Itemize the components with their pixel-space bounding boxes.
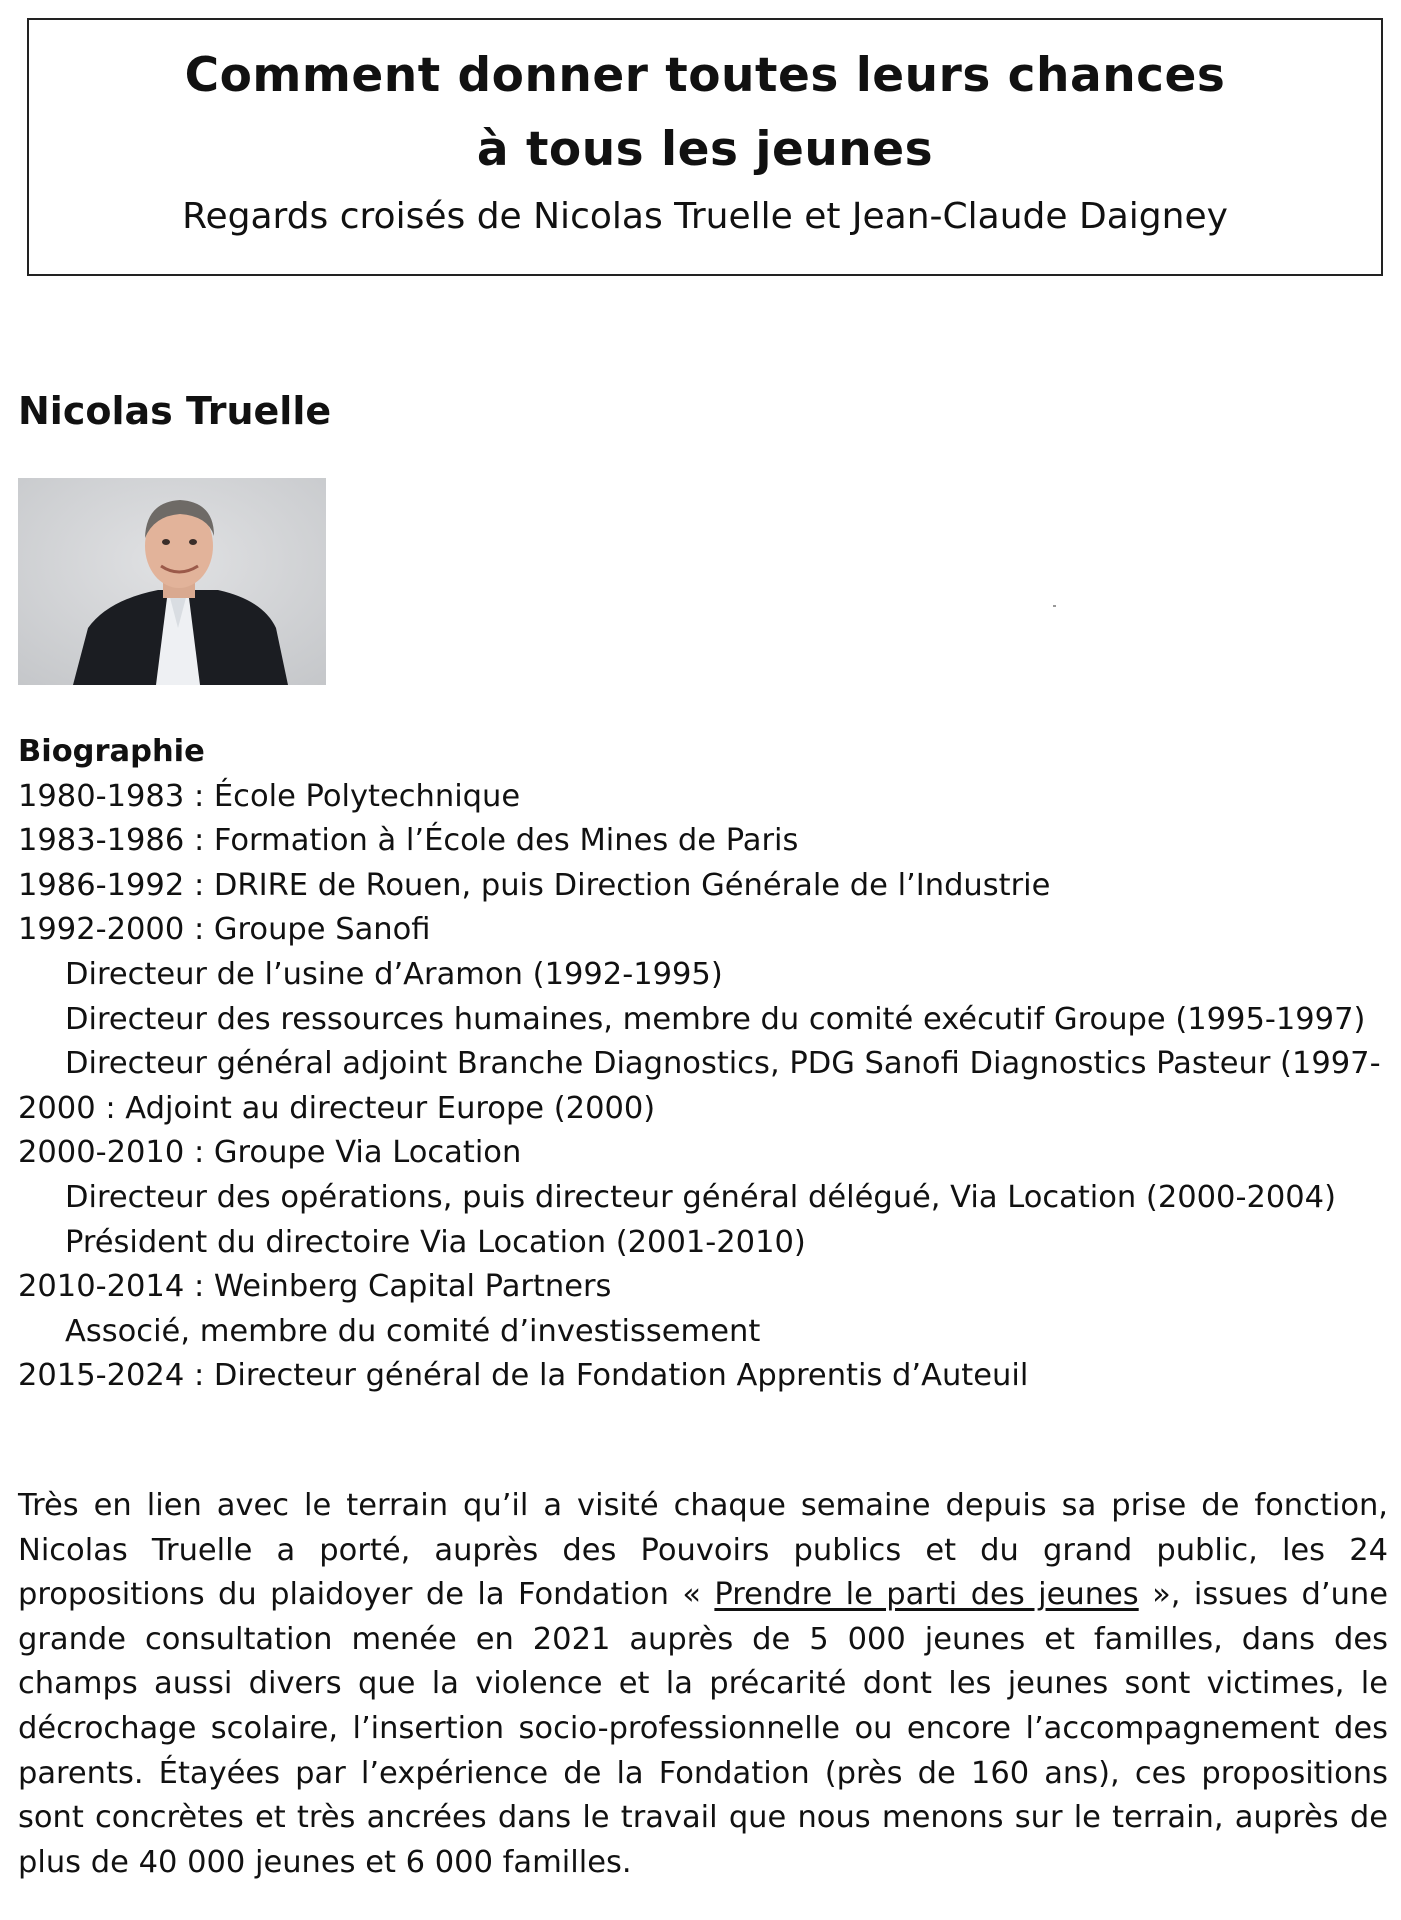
bio-line-indented: Président du directoire Via Location (2001-2010) xyxy=(65,1224,806,1260)
bio-line-indented: Directeur de l’usine d’Aramon (1992-1995) xyxy=(65,956,723,992)
paragraph-text-before: Très en lien avec le terrain qu’il a visité chaque semaine depuis sa prise de fonction, Nicolas Truelle a porté, auprès des Pouvoirs publics et du grand public, les 24 propositions du plaidoyer de la Fondation « xyxy=(18,1488,1388,1613)
title-line-2: à tous les jeunes xyxy=(476,122,934,177)
bio-line: 1980-1983 : École Polytechnique xyxy=(18,778,521,814)
bio-line-indented: Directeur des opérations, puis directeur général délégué, Via Location (2000-2004) xyxy=(65,1179,1336,1215)
paragraph-text-after: », issues d’une grande consultation menée en 2021 auprès de 5 000 jeunes et familles, dans des champs aussi divers que la violence et la précarité dont les jeunes sont victimes, le décrochage scolaire, l’insertion socio-professionnelle ou encore l’accompagnement des parents. Étayées par l’expérience de la Fondation (près de 160 ans), ces propositions sont concrètes et très ancrées dans le travail que nous menons sur le terrain, auprès de plus de 40 000 jeunes et 6 000 familles. xyxy=(18,1577,1388,1880)
bio-line: 1986-1992 : DRIRE de Rouen, puis Direction Générale de l’Industrie xyxy=(18,867,1051,903)
bio-line-indented: Directeur général adjoint Branche Diagnostics, PDG Sanofi Diagnostics Pasteur (1997- xyxy=(65,1046,1381,1082)
portrait-photo xyxy=(18,478,326,685)
bio-line: 1992-2000 : Groupe Sanofi xyxy=(18,912,431,948)
bio-line-indented: Directeur des ressources humaines, membre du comité exécutif Groupe (1995-1997) xyxy=(65,1001,1366,1037)
subtitle: Regards croisés de Nicolas Truelle et Jean-Claude Daigney xyxy=(182,196,1228,237)
body-paragraph xyxy=(18,1484,1388,1885)
portrait-illustration xyxy=(18,478,326,685)
bio-line: 2015-2024 : Directeur général de la Fondation Apprentis d’Auteuil xyxy=(18,1358,1029,1394)
bio-line: 2010-2014 : Weinberg Capital Partners xyxy=(18,1269,612,1305)
scan-speck xyxy=(1053,605,1056,607)
biography-heading: Biographie xyxy=(18,734,205,769)
person-name: Nicolas Truelle xyxy=(18,389,332,433)
bio-line-indented: Associé, membre du comité d’investissement xyxy=(65,1313,761,1349)
bio-line: 1983-1986 : Formation à l’École des Mines de Paris xyxy=(18,823,799,859)
campaign-link[interactable]: Prendre le parti des jeunes xyxy=(714,1577,1139,1613)
biography xyxy=(18,730,1388,1399)
title-box xyxy=(27,18,1383,276)
bio-line: 2000 : Adjoint au directeur Europe (2000) xyxy=(18,1090,656,1126)
bio-line: 2000-2010 : Groupe Via Location xyxy=(18,1135,522,1171)
title-line-1: Comment donner toutes leurs chances xyxy=(184,48,1226,103)
